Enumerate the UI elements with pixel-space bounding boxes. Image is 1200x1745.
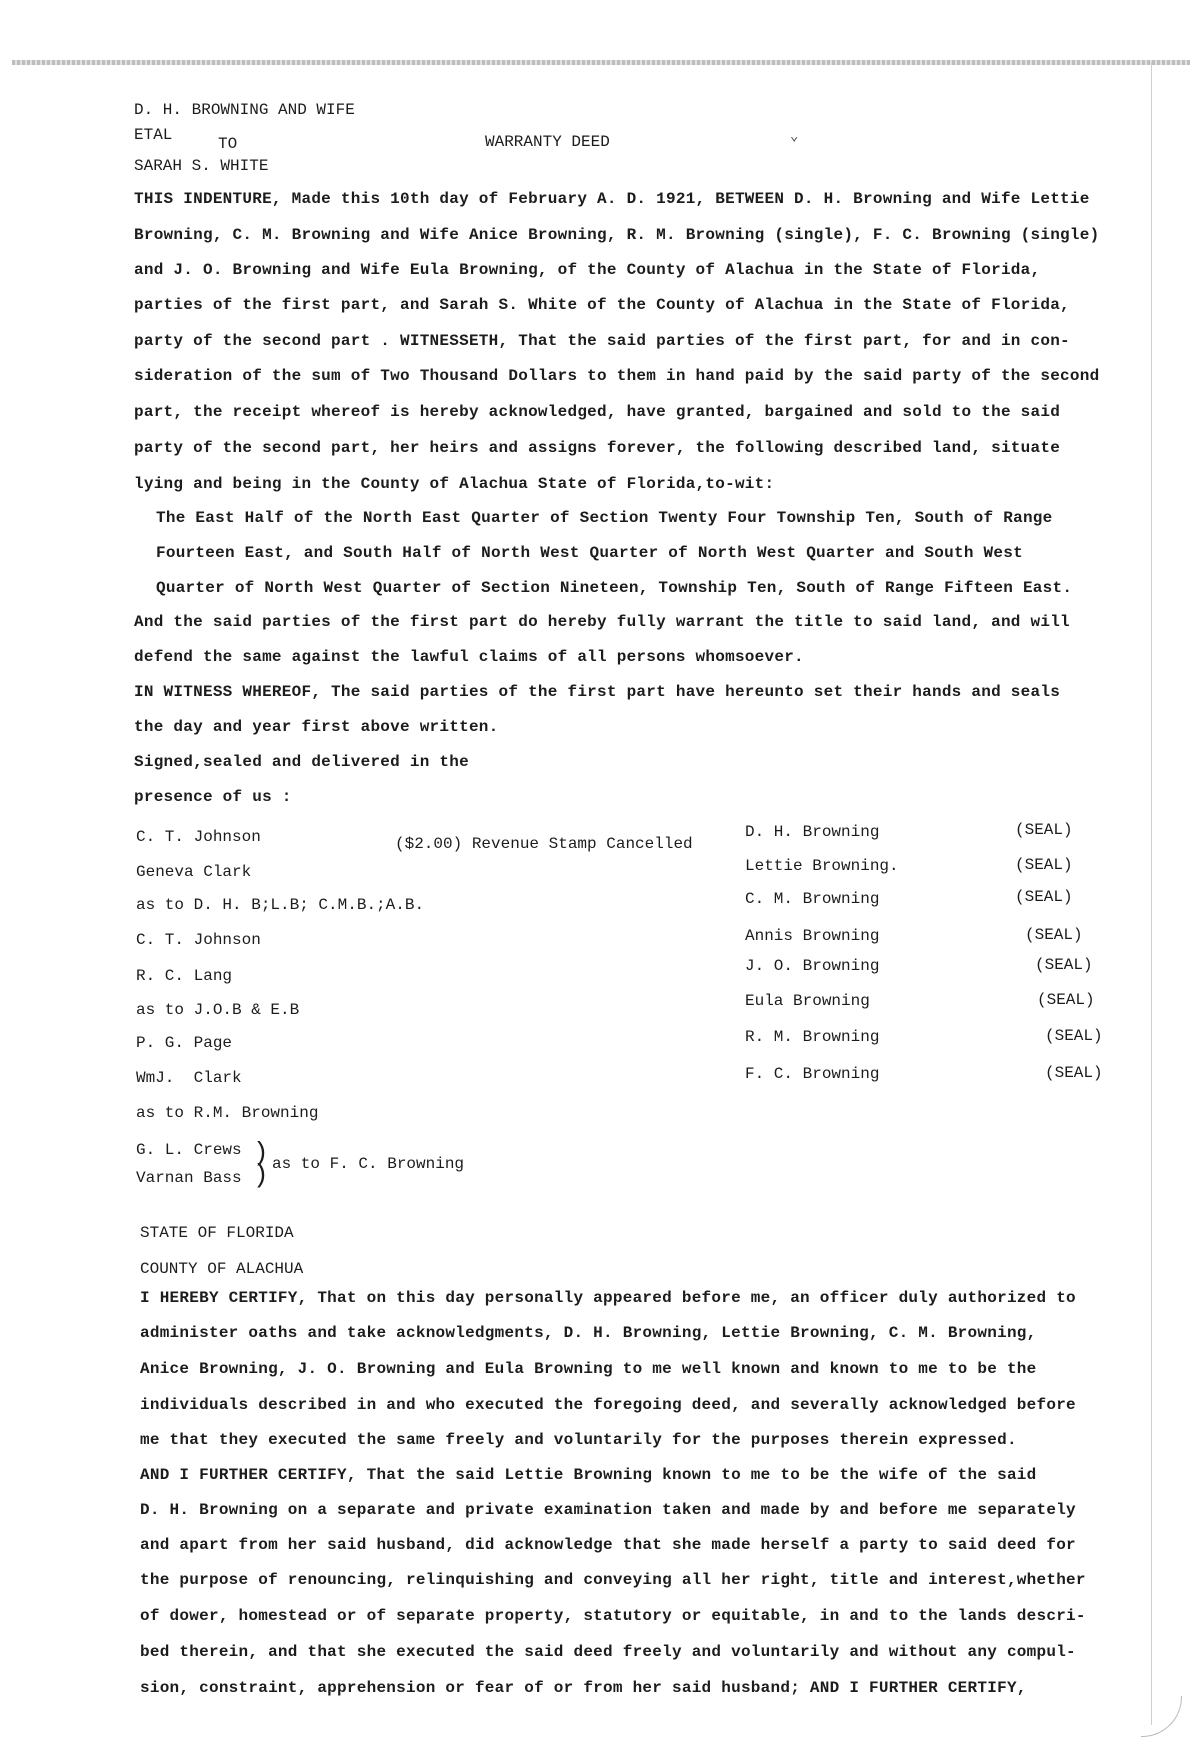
grantor-etal: ETAL xyxy=(134,126,173,144)
warranty-line: defend the same against the lawful claims of all persons whomsoever. xyxy=(134,648,804,666)
brace-icon: ) xyxy=(253,1160,269,1190)
state-heading: STATE OF FLORIDA xyxy=(140,1224,294,1242)
certificate-line: me that they executed the same freely and voluntarily for the purposes therein expressed. xyxy=(140,1431,1017,1449)
indenture-line: lying and being in the County of Alachua State of Florida,to-wit: xyxy=(134,475,775,493)
certificate-line: administer oaths and take acknowledgments, D. H. Browning, Lettie Browning, C. M. Browning, xyxy=(140,1324,1037,1342)
seal-mark: (SEAL) xyxy=(1045,1064,1103,1082)
indenture-line: and J. O. Browning and Wife Eula Browning, of the County of Alachua in the State of Florida, xyxy=(134,261,1041,279)
seal-mark: (SEAL) xyxy=(1015,856,1073,874)
seal-mark: (SEAL) xyxy=(1035,956,1093,974)
witness-name: Geneva Clark xyxy=(136,863,252,881)
warranty-line: Signed,sealed and delivered in the xyxy=(134,753,469,771)
witness-attestation: as to D. H. B;L.B; C.M.B.;A.B. xyxy=(136,896,425,914)
witness-name: C. T. Johnson xyxy=(136,828,261,846)
right-margin-rule xyxy=(1151,62,1152,1725)
land-description-line: Fourteen East, and South Half of North West Quarter of North West Quarter and South West xyxy=(156,544,1023,562)
signer-name: F. C. Browning xyxy=(745,1065,880,1083)
indenture-line: parties of the first part, and Sarah S. White of the County of Alachua in the State of Florida, xyxy=(134,296,1070,314)
certificate-line: and apart from her said husband, did acknowledge that she made herself a party to said deed for xyxy=(140,1536,1076,1554)
signer-name: Annis Browning xyxy=(745,927,880,945)
indenture-line: THIS INDENTURE, Made this 10th day of February A. D. 1921, BETWEEN D. H. Browning and Wife Lettie xyxy=(134,190,1090,208)
witness-attestation: as to J.O.B & E.B xyxy=(136,1001,300,1019)
warranty-line: IN WITNESS WHEREOF, The said parties of the first part have hereunto set their hands and seals xyxy=(134,683,1061,701)
signer-name: Eula Browning xyxy=(745,992,870,1010)
certificate-line: of dower, homestead or of separate property, statutory or equitable, in and to the lands descri- xyxy=(140,1607,1086,1625)
top-rule xyxy=(12,60,1190,65)
witness-attestation: as to F. C. Browning xyxy=(272,1155,465,1173)
signer-name: C. M. Browning xyxy=(745,890,880,908)
indenture-line: party of the second part . WITNESSETH, That the said parties of the first part, for and in con- xyxy=(134,332,1070,350)
grantor-line: D. H. BROWNING AND WIFE xyxy=(134,101,355,119)
certificate-line: individuals described in and who executed the foregoing deed, and severally acknowledged before xyxy=(140,1396,1076,1414)
seal-mark: (SEAL) xyxy=(1045,1027,1103,1045)
page-corner-curl xyxy=(1141,1696,1182,1737)
signer-name: R. M. Browning xyxy=(745,1028,880,1046)
brace-icon: ) xyxy=(253,1138,269,1168)
certificate-line: AND I FURTHER CERTIFY, That the said Lettie Browning known to me to be the wife of the said xyxy=(140,1466,1037,1484)
certificate-line: sion, constraint, apprehension or fear of or from her said husband; AND I FURTHER CERTIFY, xyxy=(140,1679,1027,1697)
indenture-line: Browning, C. M. Browning and Wife Anice Browning, R. M. Browning (single), F. C. Browning (single) xyxy=(134,226,1100,244)
indenture-line: party of the second part, her heirs and assigns forever, the following described land, situate xyxy=(134,439,1061,457)
to-label: TO xyxy=(218,135,238,153)
revenue-stamp-note: ($2.00) Revenue Stamp Cancelled xyxy=(395,835,693,853)
witness-name: R. C. Lang xyxy=(136,967,233,985)
county-heading: COUNTY OF ALACHUA xyxy=(140,1260,304,1278)
warranty-line: the day and year first above written. xyxy=(134,718,499,736)
signer-name: D. H. Browning xyxy=(745,823,880,841)
stray-mark-icon: ⌄ xyxy=(790,129,799,145)
seal-mark: (SEAL) xyxy=(1015,821,1073,839)
warranty-line: presence of us : xyxy=(134,788,292,806)
signer-name: J. O. Browning xyxy=(745,957,880,975)
signer-name: Lettie Browning. xyxy=(745,857,899,875)
witness-attestation: as to R.M. Browning xyxy=(136,1104,319,1122)
grantee-line: SARAH S. WHITE xyxy=(134,157,269,175)
seal-mark: (SEAL) xyxy=(1025,926,1083,944)
witness-name: G. L. Crews xyxy=(136,1141,242,1159)
indenture-line: part, the receipt whereof is hereby acknowledged, have granted, bargained and sold to the said xyxy=(134,403,1061,421)
certificate-line: D. H. Browning on a separate and private examination taken and made by and before me separately xyxy=(140,1501,1076,1519)
indenture-line: sideration of the sum of Two Thousand Dollars to them in hand paid by the said party of the second xyxy=(134,367,1100,385)
seal-mark: (SEAL) xyxy=(1037,991,1095,1009)
warranty-line: And the said parties of the first part do hereby fully warrant the title to said land, and will xyxy=(134,613,1070,631)
document-title: WARRANTY DEED xyxy=(485,133,610,151)
witness-name: C. T. Johnson xyxy=(136,931,261,949)
land-description-line: The East Half of the North East Quarter of Section Twenty Four Township Ten, South of Range xyxy=(156,509,1053,527)
witness-name: Varnan Bass xyxy=(136,1169,242,1187)
certificate-line: Anice Browning, J. O. Browning and Eula Browning to me well known and known to me to be the xyxy=(140,1360,1037,1378)
land-description-line: Quarter of North West Quarter of Section Nineteen, Township Ten, South of Range Fifteen East. xyxy=(156,579,1073,597)
certificate-line: bed therein, and that she executed the said deed freely and voluntarily and without any compul- xyxy=(140,1643,1076,1661)
witness-name: WmJ. Clark xyxy=(136,1069,242,1087)
certificate-line: the purpose of renouncing, relinquishing and conveying all her right, title and interest,whether xyxy=(140,1571,1086,1589)
certificate-line: I HEREBY CERTIFY, That on this day personally appeared before me, an officer duly authorized to xyxy=(140,1289,1076,1307)
witness-name: P. G. Page xyxy=(136,1034,233,1052)
seal-mark: (SEAL) xyxy=(1015,888,1073,906)
